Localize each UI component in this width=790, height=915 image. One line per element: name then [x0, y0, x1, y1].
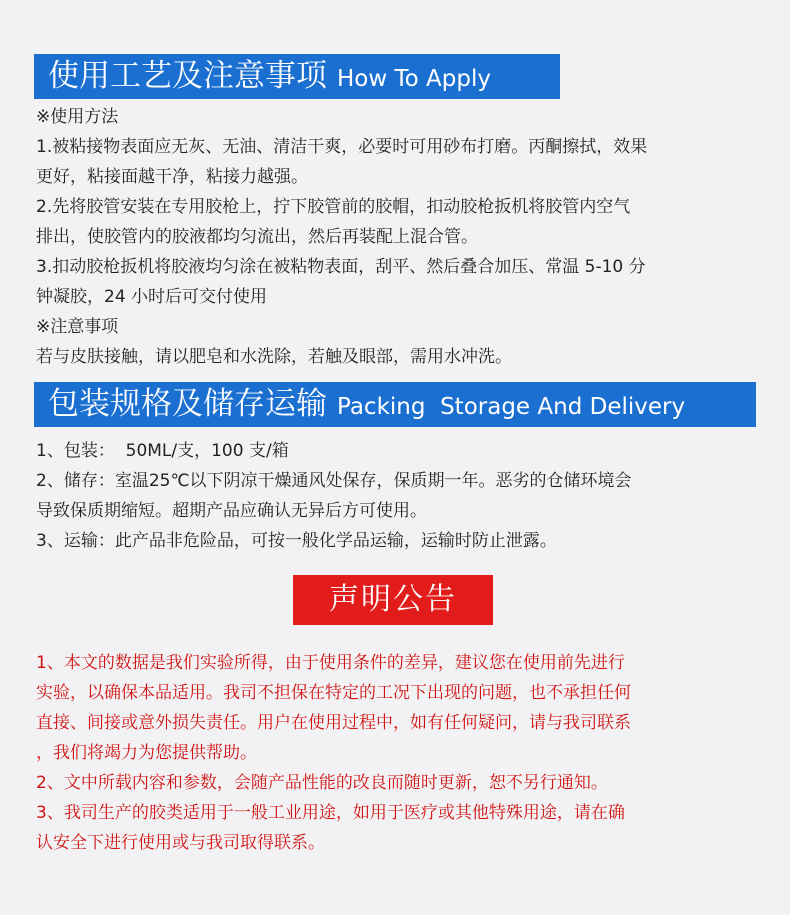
packing-line: 导致保质期缩短。超期产品应确认无异后方可使用。: [36, 501, 427, 521]
usage-title-zh: 使用工艺及注意事项: [48, 58, 327, 94]
usage-instructions: [36, 102, 776, 372]
packing-details: [36, 436, 776, 556]
usage-title-en: How To Apply: [337, 66, 491, 92]
notice-line: 1、本文的数据是我们实验所得，由于使用条件的差异，建议您在使用前先进行: [36, 653, 625, 673]
notice-line: 认安全下进行使用或与我司取得联系。: [36, 833, 325, 853]
usage-line: 1.被粘接物表面应无灰、无油、清洁干爽，必要时可用砂布打磨。丙酮擦拭，效果: [36, 137, 648, 157]
notice-body: [36, 648, 756, 858]
usage-line: 若与皮肤接触，请以肥皂和水洗除，若触及眼部，需用水冲洗。: [36, 347, 512, 367]
usage-line: 排出，使胶管内的胶液都均匀流出，然后再装配上混合管。: [36, 227, 478, 247]
usage-line: 2.先将胶管安装在专用胶枪上，拧下胶管前的胶帽，扣动胶枪扳机将胶管内空气: [36, 197, 631, 217]
notice-line: ，我们将竭力为您提供帮助。: [36, 743, 257, 763]
usage-line: ※使用方法: [36, 107, 119, 127]
packing-line: 3、运输：此产品非危险品，可按一般化学品运输，运输时防止泄露。: [36, 531, 557, 551]
notice-line: 直接、间接或意外损失责任。用户在使用过程中，如有任何疑问，请与我司联系: [36, 713, 631, 733]
usage-line: ※注意事项: [36, 317, 119, 337]
packing-line: 1、包装： 50ML/支，100 支/箱: [36, 441, 289, 461]
usage-section-banner: [34, 54, 560, 99]
usage-line: 3.扣动胶枪扳机将胶液均匀涂在被粘物表面，刮平、然后叠合加压、常温 5-10 分: [36, 257, 646, 277]
packing-title-zh: 包装规格及储存运输: [48, 386, 327, 422]
usage-line: 钟凝胶，24 小时后可交付使用: [36, 287, 268, 307]
packing-title-en: Packing Storage And Delivery: [337, 394, 686, 420]
notice-line: 3、我司生产的胶类适用于一般工业用途，如用于医疗或其他特殊用途，请在确: [36, 803, 625, 823]
packing-section-banner: [34, 382, 756, 427]
notice-line: 实验，以确保本品适用。我司不担保在特定的工况下出现的问题，也不承担任何: [36, 683, 631, 703]
packing-line: 2、储存：室温25℃以下阴凉干燥通风处保存，保质期一年。恶劣的仓储环境会: [36, 471, 632, 491]
usage-line: 更好，粘接面越干净，粘接力越强。: [36, 167, 308, 187]
notice-title: 声明公告: [293, 575, 493, 625]
notice-line: 2、文中所载内容和参数，会随产品性能的改良而随时更新，恕不另行通知。: [36, 773, 608, 793]
